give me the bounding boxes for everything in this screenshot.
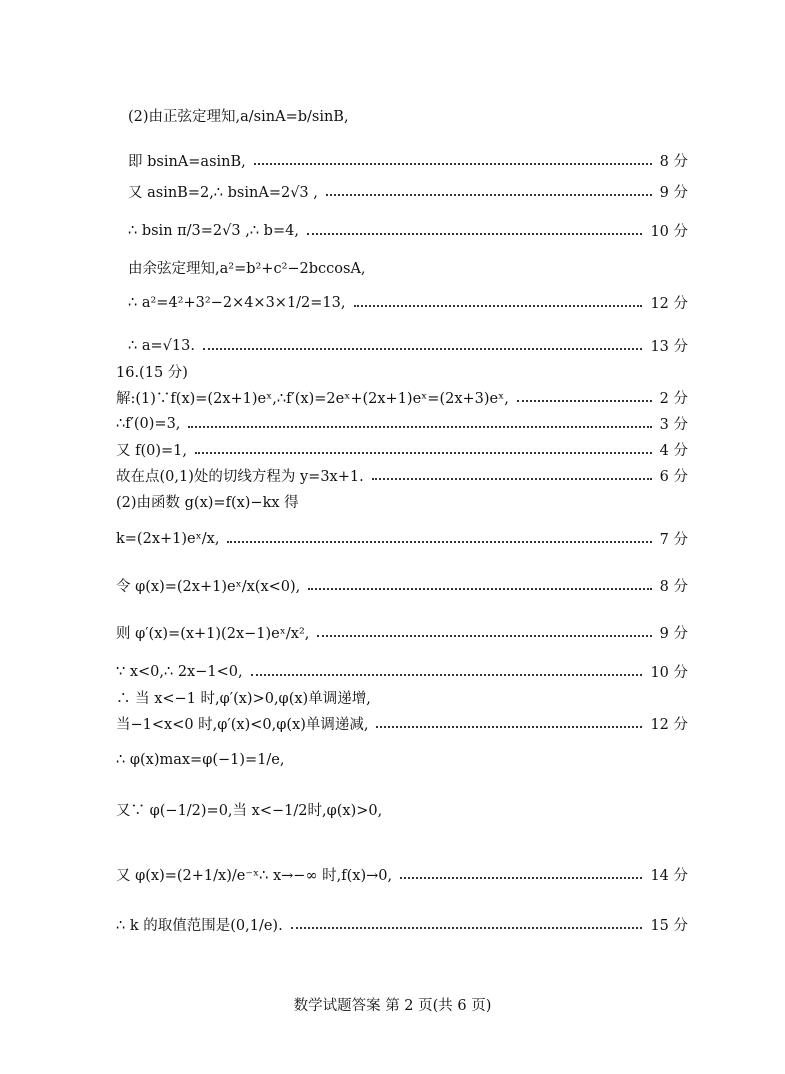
leader-dots xyxy=(376,726,642,728)
line-11-score: 4 分 xyxy=(659,443,688,459)
line-5-expr: 由余弦定理知,a²=b²+c²−2bccosA, xyxy=(128,261,366,277)
line-3-score: 9 分 xyxy=(659,185,688,201)
line-1 xyxy=(128,105,688,126)
line-12-score: 6 分 xyxy=(659,469,688,485)
line-4 xyxy=(128,220,688,241)
line-15 xyxy=(116,575,688,596)
line-3-expr: 又 asinB=2,∴ bsinA=2√3 , xyxy=(128,185,318,201)
line-9-score: 2 分 xyxy=(659,391,688,407)
line-6-expr: ∴ a²=4²+3²−2×4×3×1/2=13, xyxy=(128,294,346,311)
line-15-expr: 令 φ(x)=(2x+1)eˣ/x(x<0), xyxy=(116,579,301,595)
leader-dots xyxy=(203,348,643,350)
line-12-expr: 故在点(0,1)处的切线方程为 y=3x+1. xyxy=(116,469,364,485)
line-14-expr: k=(2x+1)eˣ/x, xyxy=(116,530,220,547)
line-6-score: 12 分 xyxy=(650,296,688,312)
leader-dots xyxy=(307,233,642,235)
line-1-expr: (2)由正弦定理知,a/sinA=b/sinB, xyxy=(128,109,349,125)
line-22-score: 14 分 xyxy=(650,868,688,884)
line-21-expr: 又∵ φ(−1/2)=0,当 x<−1/2时,φ(x)>0, xyxy=(116,803,383,819)
leader-dots xyxy=(317,635,651,637)
line-21 xyxy=(116,799,688,820)
line-19 xyxy=(116,713,688,734)
line-20-expr: ∴ φ(x)max=φ(−1)=1/e, xyxy=(116,752,285,768)
line-10-expr: ∴f′(0)=3, xyxy=(116,415,181,432)
line-15-score: 8 分 xyxy=(659,579,688,595)
line-12 xyxy=(116,465,688,486)
line-22-expr: 又 φ(x)=(2+1/x)/e⁻ˣ∴ x→−∞ 时,f(x)→0, xyxy=(116,868,393,884)
line-22 xyxy=(116,864,688,885)
page-footer: 数学试题答案 第 2 页(共 6 页) xyxy=(293,998,492,1014)
line-4-score: 10 分 xyxy=(650,224,688,240)
leader-dots xyxy=(326,194,652,196)
line-14 xyxy=(116,528,688,549)
line-10 xyxy=(116,413,688,434)
line-3 xyxy=(128,181,688,202)
line-7 xyxy=(128,335,688,356)
leader-dots xyxy=(188,426,651,428)
line-4-expr: ∴ bsin π/3=2√3 ,∴ b=4, xyxy=(128,222,299,239)
leader-dots xyxy=(254,163,652,165)
line-20 xyxy=(116,752,688,768)
line-11 xyxy=(116,439,688,460)
line-7-score: 13 分 xyxy=(650,339,688,355)
line-23 xyxy=(116,914,688,935)
line-17-score: 10 分 xyxy=(650,665,688,681)
line-7-expr: ∴ a=√13. xyxy=(128,337,195,354)
line-2-expr: 即 bsinA=asinB, xyxy=(128,154,246,170)
line-17-expr: ∵ x<0,∴ 2x−1<0, xyxy=(116,663,243,680)
line-16-expr: 则 φ′(x)=(x+1)(2x−1)eˣ/x², xyxy=(116,626,310,642)
leader-dots xyxy=(291,927,643,929)
line-18 xyxy=(116,687,688,708)
line-17 xyxy=(116,661,688,682)
line-10-score: 3 分 xyxy=(659,417,688,433)
line-2 xyxy=(128,150,688,171)
leader-dots xyxy=(400,877,642,879)
line-19-expr: 当−1<x<0 时,φ′(x)<0,φ(x)单调递减, xyxy=(116,717,369,733)
line-18-expr: ∴ 当 x<−1 时,φ′(x)>0,φ(x)单调递增, xyxy=(116,691,371,707)
leader-dots xyxy=(517,400,652,402)
line-11-expr: 又 f(0)=1, xyxy=(116,443,187,459)
line-2-score: 8 分 xyxy=(659,154,688,170)
line-13-expr: (2)由函数 g(x)=f(x)−kx 得 xyxy=(116,495,299,511)
line-9-expr: 解:(1)∵f(x)=(2x+1)eˣ,∴f′(x)=2eˣ+(2x+1)eˣ=(2x+3)eˣ, xyxy=(116,391,509,407)
line-23-expr: ∴ k 的取值范围是(0,1/e). xyxy=(116,918,283,934)
leader-dots xyxy=(227,541,651,543)
line-9 xyxy=(116,387,688,408)
line-14-score: 7 分 xyxy=(659,532,688,548)
leader-dots xyxy=(195,452,652,454)
line-16 xyxy=(116,622,688,643)
leader-dots xyxy=(354,305,643,307)
leader-dots xyxy=(251,674,643,676)
line-5 xyxy=(128,257,688,278)
leader-dots xyxy=(308,588,651,590)
line-13 xyxy=(116,491,688,512)
line-6 xyxy=(128,292,688,313)
line-19-score: 12 分 xyxy=(650,717,688,733)
line-23-score: 15 分 xyxy=(650,918,688,934)
line-8-expr: 16.(15 分) xyxy=(116,365,188,381)
line-8 xyxy=(116,361,688,382)
leader-dots xyxy=(372,478,652,480)
line-16-score: 9 分 xyxy=(659,626,688,642)
